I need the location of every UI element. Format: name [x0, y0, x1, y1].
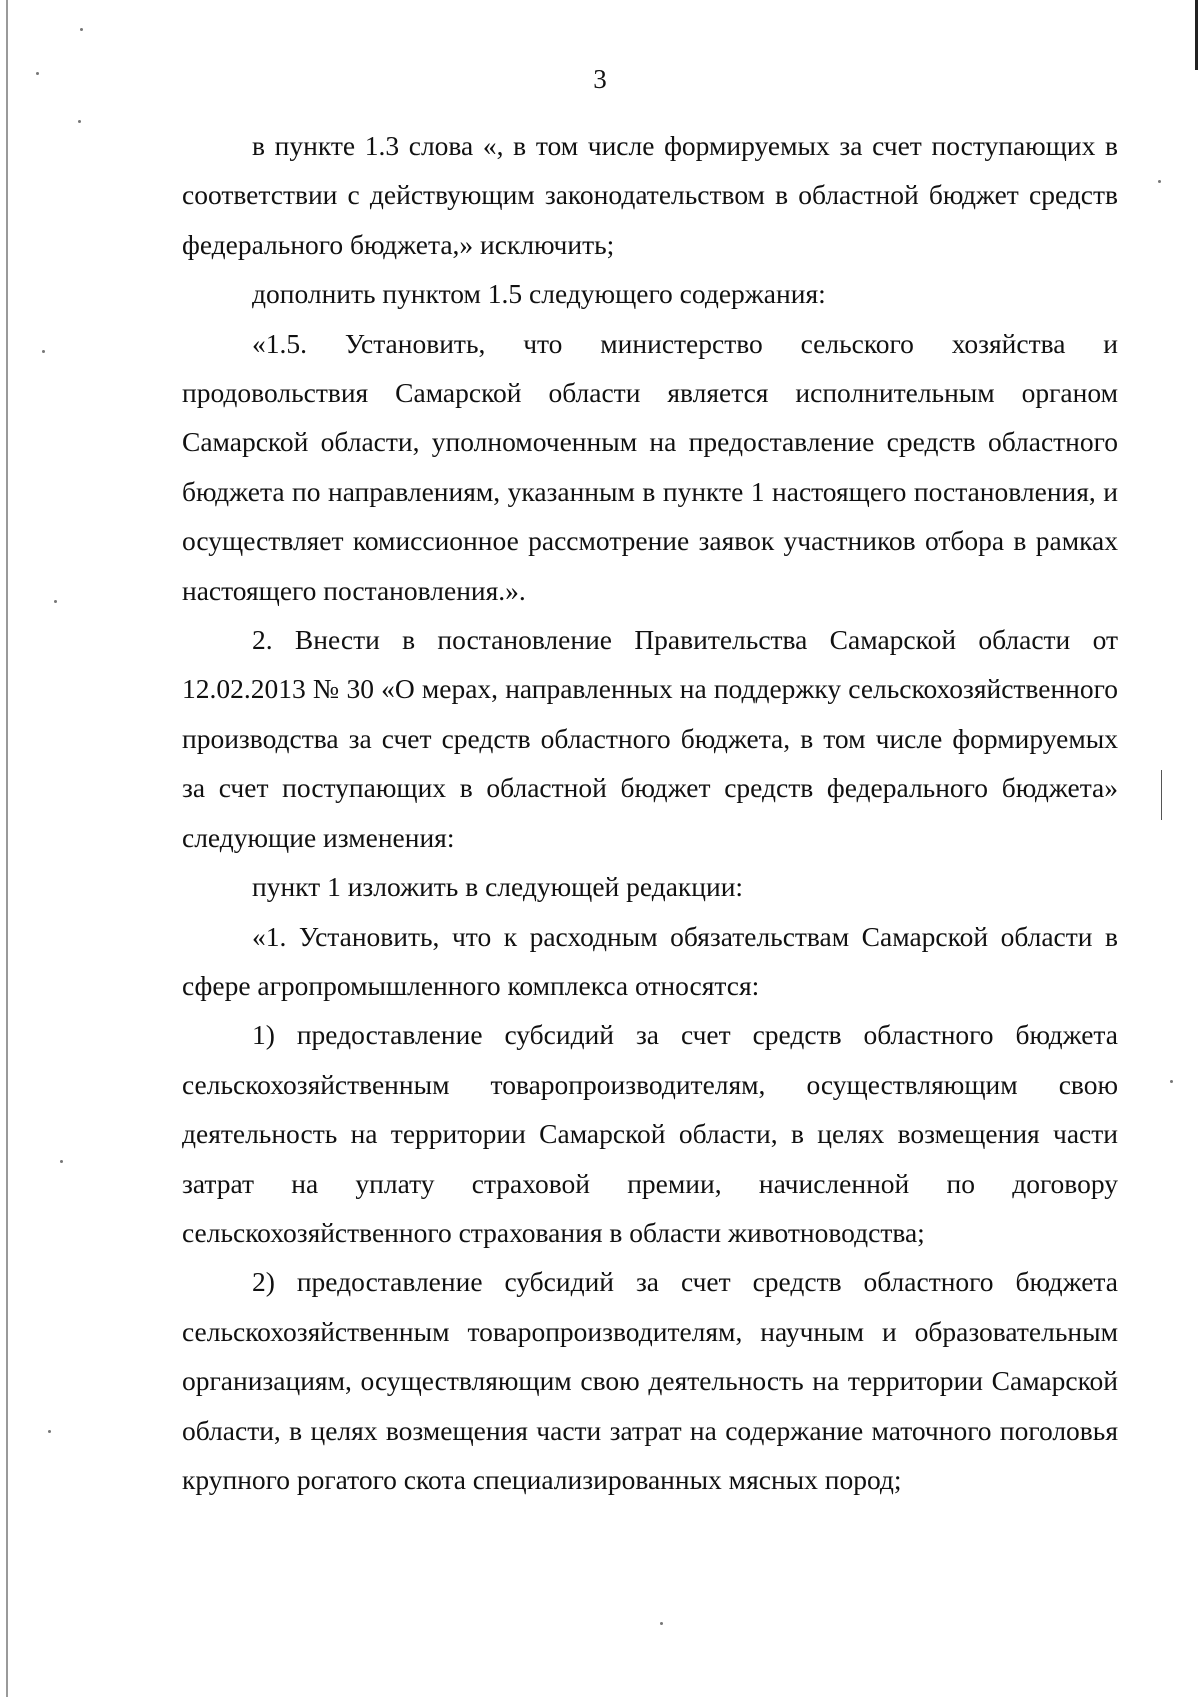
- scan-edge-mark: [1161, 770, 1163, 820]
- paragraph: 1) предоставление субсидий за счет средств областного бюджета сельскохозяйственным товаропроизводителям, осуществляющим свою деятельность на территории Самарской области, в целях возмещения части затрат на уплату страховой премии, начисленной по договору сельскохозяйственного страхования в области животноводства;: [182, 1019, 1118, 1248]
- scan-speck: [1170, 1080, 1173, 1083]
- paragraph: «1.5. Установить, что министерство сельского хозяйства и продовольствия Самарской области является исполнительным органом Самарской области, уполномоченным на предоставление средств областного бюджета по направлениям, указанным в пункте 1 настоящего постановления, и осуществляет комиссионное рассмотрение заявок участников отбора в рамках настоящего постановления.».: [182, 327, 1118, 606]
- scan-speck: [42, 350, 45, 353]
- scan-speck: [54, 600, 57, 603]
- scan-speck: [78, 120, 81, 123]
- scan-speck: [1158, 180, 1161, 183]
- scan-speck: [80, 28, 83, 31]
- scan-speck: [660, 1622, 663, 1625]
- paragraph: дополнить пунктом 1.5 следующего содержания:: [252, 278, 826, 310]
- scan-edge-mark: [1195, 0, 1198, 70]
- paragraph: 2) предоставление субсидий за счет средств областного бюджета сельскохозяйственным товаропроизводителям, научным и образовательным организациям, осуществляющим свою деятельность на территории Самарской области, в целях возмещения части затрат на содержание маточного поголовья крупного рогатого скота специализированных мясных пород;: [182, 1266, 1118, 1495]
- paragraph: «1. Установить, что к расходным обязательствам Самарской области в сфере агропромышленного комплекса относятся:: [182, 920, 1118, 1001]
- scan-speck: [48, 1430, 51, 1433]
- paragraph: пункт 1 изложить в следующей редакции:: [252, 871, 744, 903]
- page-number: 3: [593, 64, 607, 94]
- paragraph: в пункте 1.3 слова «, в том числе формируемых за счет поступающих в соответствии с действующим законодательством в областной бюджет средств федерального бюджета,» исключить;: [182, 130, 1118, 260]
- scan-edge-line: [6, 0, 8, 1697]
- scan-speck: [60, 1160, 63, 1163]
- paragraph: 2. Внести в постановление Правительства Самарской области от 12.02.2013 № 30 «О мерах, направленных на поддержку сельскохозяйственного производства за счет средств областного бюджета, в том числе формируемых за счет поступающих в областной бюджет средств федерального бюджета» следующие изменения:: [182, 624, 1118, 853]
- document-body: [182, 121, 1118, 1504]
